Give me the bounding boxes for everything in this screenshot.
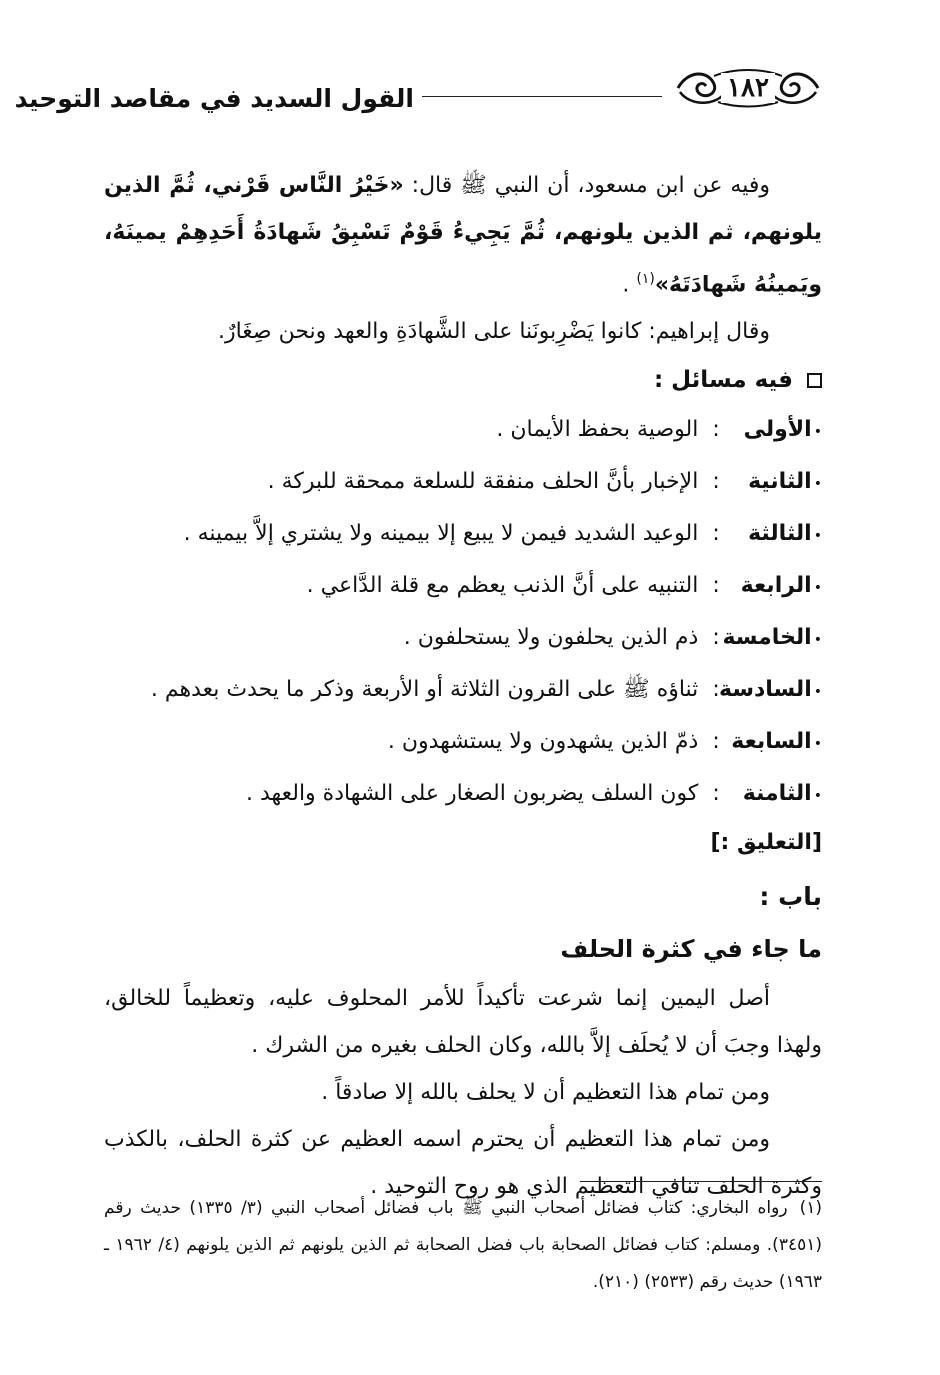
- masail-item: • الرابعة : التنبيه على أنَّ الذنب يعظم مع قلة الدَّاعي .: [104, 561, 822, 613]
- footnote: [104, 1190, 822, 1301]
- masail-ordinal: الرابعة: [740, 573, 812, 599]
- masail-text: الوعيد الشديد فيمن لا يبيع إلا بيمينه ولا يشتري إلاَّ بيمينه .: [183, 521, 699, 547]
- masail-ordinal: الثامنة: [742, 781, 812, 807]
- masail-item: • السادسة : ثناؤه ﷺ على القرون الثلاثة أو الأربعة وذكر ما يحدث بعدهم .: [104, 665, 822, 717]
- masail-list: [104, 405, 822, 821]
- bullet-icon: •: [813, 736, 822, 753]
- taliq-label: [التعليق :]: [710, 830, 822, 856]
- hadith-intro: وفيه عن ابن مسعود، أن النبي ﷺ قال:: [403, 173, 770, 198]
- masail-text: ذم الذين يحلفون ولا يستحلفون .: [403, 625, 699, 651]
- footnote-number: (١): [799, 1198, 822, 1218]
- page-number-ornament: [674, 66, 822, 110]
- masail-ordinal: السادسة: [719, 677, 812, 703]
- header-rule: [422, 96, 662, 97]
- masail-heading-text: فيه مسائل :: [653, 367, 793, 394]
- bullet-icon: •: [813, 528, 822, 545]
- hadith-end: .: [622, 272, 637, 298]
- masail-text: ذمّ الذين يشهدون ولا يستشهدون .: [387, 729, 699, 755]
- masail-heading: [104, 357, 822, 403]
- bullet-icon: •: [813, 580, 822, 597]
- masail-ordinal: الثانية: [748, 469, 812, 495]
- hadith-paragraph: [104, 162, 822, 308]
- running-title: القول السديد في مقاصد التوحيد: [14, 84, 414, 113]
- chapter-title: ما جاء في كثرة الحلف: [560, 935, 822, 964]
- masail-text: كون السلف يضربون الصغار على الشهادة والعهد .: [245, 781, 699, 807]
- footnote-text: رواه البخاري: كتاب فضائل أصحاب النبي ﷺ باب فضائل أصحاب النبي (٣/ ١٣٣٥) حديث رقم (٣٤٥١). ومسلم: كتاب فضائل الصحابة باب فضل الصحابة ثم الذين يلونهم ثم الذين يلونهم (٤/ ١٩٦٢ ـ ١٩٦٣) حديث رقم (٢٥٣٣) (٢١٠).: [104, 1198, 822, 1292]
- masail-item: • السابعة : ذمّ الذين يشهدون ولا يستشهدون .: [104, 717, 822, 769]
- page-header: [14, 64, 822, 124]
- masail-text: الوصية بحفظ الأيمان .: [496, 417, 699, 443]
- masail-item: • الأولى : الوصية بحفظ الأيمان .: [104, 405, 822, 457]
- commentary-paragraph: أصل اليمين إنما شرعت تأكيداً للأمر المحلوف عليه، وتعظيماً للخالق، ولهذا وجبَ أن لا يُحلَف إلاَّ بالله، وكان الحلف بغيره من الشرك .: [104, 986, 822, 1059]
- masail-ordinal: الثالثة: [748, 521, 812, 547]
- hadith-quote: «خَيْرُ النَّاس قَرْني، ثُمَّ الذين يلونهم، ثم الذين يلونهم، ثُمَّ يَجِيءُ قَوْمٌ تَسْبِقُ شَهادَةُ أَحَدِهِمْ يمينَهُ، ويَمينُهُ شَهادَتَهُ»: [104, 173, 822, 298]
- masail-text: التنبيه على أنَّ الذنب يعظم مع قلة الدَّاعي .: [306, 573, 699, 599]
- bab-label: باب :: [759, 882, 822, 912]
- bullet-icon: •: [813, 788, 822, 805]
- masail-item: • الثالثة : الوعيد الشديد فيمن لا يبيع إلا بيمينه ولا يشتري إلاَّ بيمينه .: [104, 509, 822, 561]
- commentary-paragraph: ومن تمام هذا التعظيم أن لا يحلف بالله إلا صادقاً .: [321, 1080, 770, 1106]
- ibrahim-paragraph: وقال إبراهيم: كانوا يَضْرِبونَنا على الشَّهادَةِ والعهد ونحن صِغَارٌ.: [217, 319, 770, 345]
- bullet-icon: •: [813, 632, 822, 649]
- masail-item: • الثانية : الإخبار بأنَّ الحلف منفقة للسلعة ممحقة للبركة .: [104, 457, 822, 509]
- bullet-icon: •: [813, 684, 822, 701]
- page-body: [104, 162, 822, 1210]
- masail-ordinal: السابعة: [731, 729, 812, 755]
- footnote-reference[interactable]: (١): [636, 271, 655, 287]
- footnotes: [104, 1190, 822, 1301]
- masail-item: • الثامنة : كون السلف يضربون الصغار على الشهادة والعهد .: [104, 769, 822, 821]
- masail-text: ثناؤه ﷺ على القرون الثلاثة أو الأربعة وذكر ما يحدث بعدهم .: [150, 677, 699, 703]
- page-number: ١٨٢: [721, 73, 775, 103]
- masail-text: الإخبار بأنَّ الحلف منفقة للسلعة ممحقة للبركة .: [267, 469, 699, 495]
- square-icon: [807, 373, 822, 388]
- masail-ordinal: الأولى: [743, 417, 812, 443]
- bullet-icon: •: [813, 476, 822, 493]
- footnote-rule: [580, 1181, 822, 1182]
- commentary-paragraph: ومن تمام هذا التعظيم أن يحترم اسمه العظيم عن كثرة الحلف، بالكذب وكثرة الحلف تنافي التعظيم الذي هو روح التوحيد .: [104, 1127, 822, 1200]
- masail-item: • الخامسة : ذم الذين يحلفون ولا يستحلفون .: [104, 613, 822, 665]
- masail-ordinal: الخامسة: [722, 625, 812, 651]
- bullet-icon: •: [813, 424, 822, 441]
